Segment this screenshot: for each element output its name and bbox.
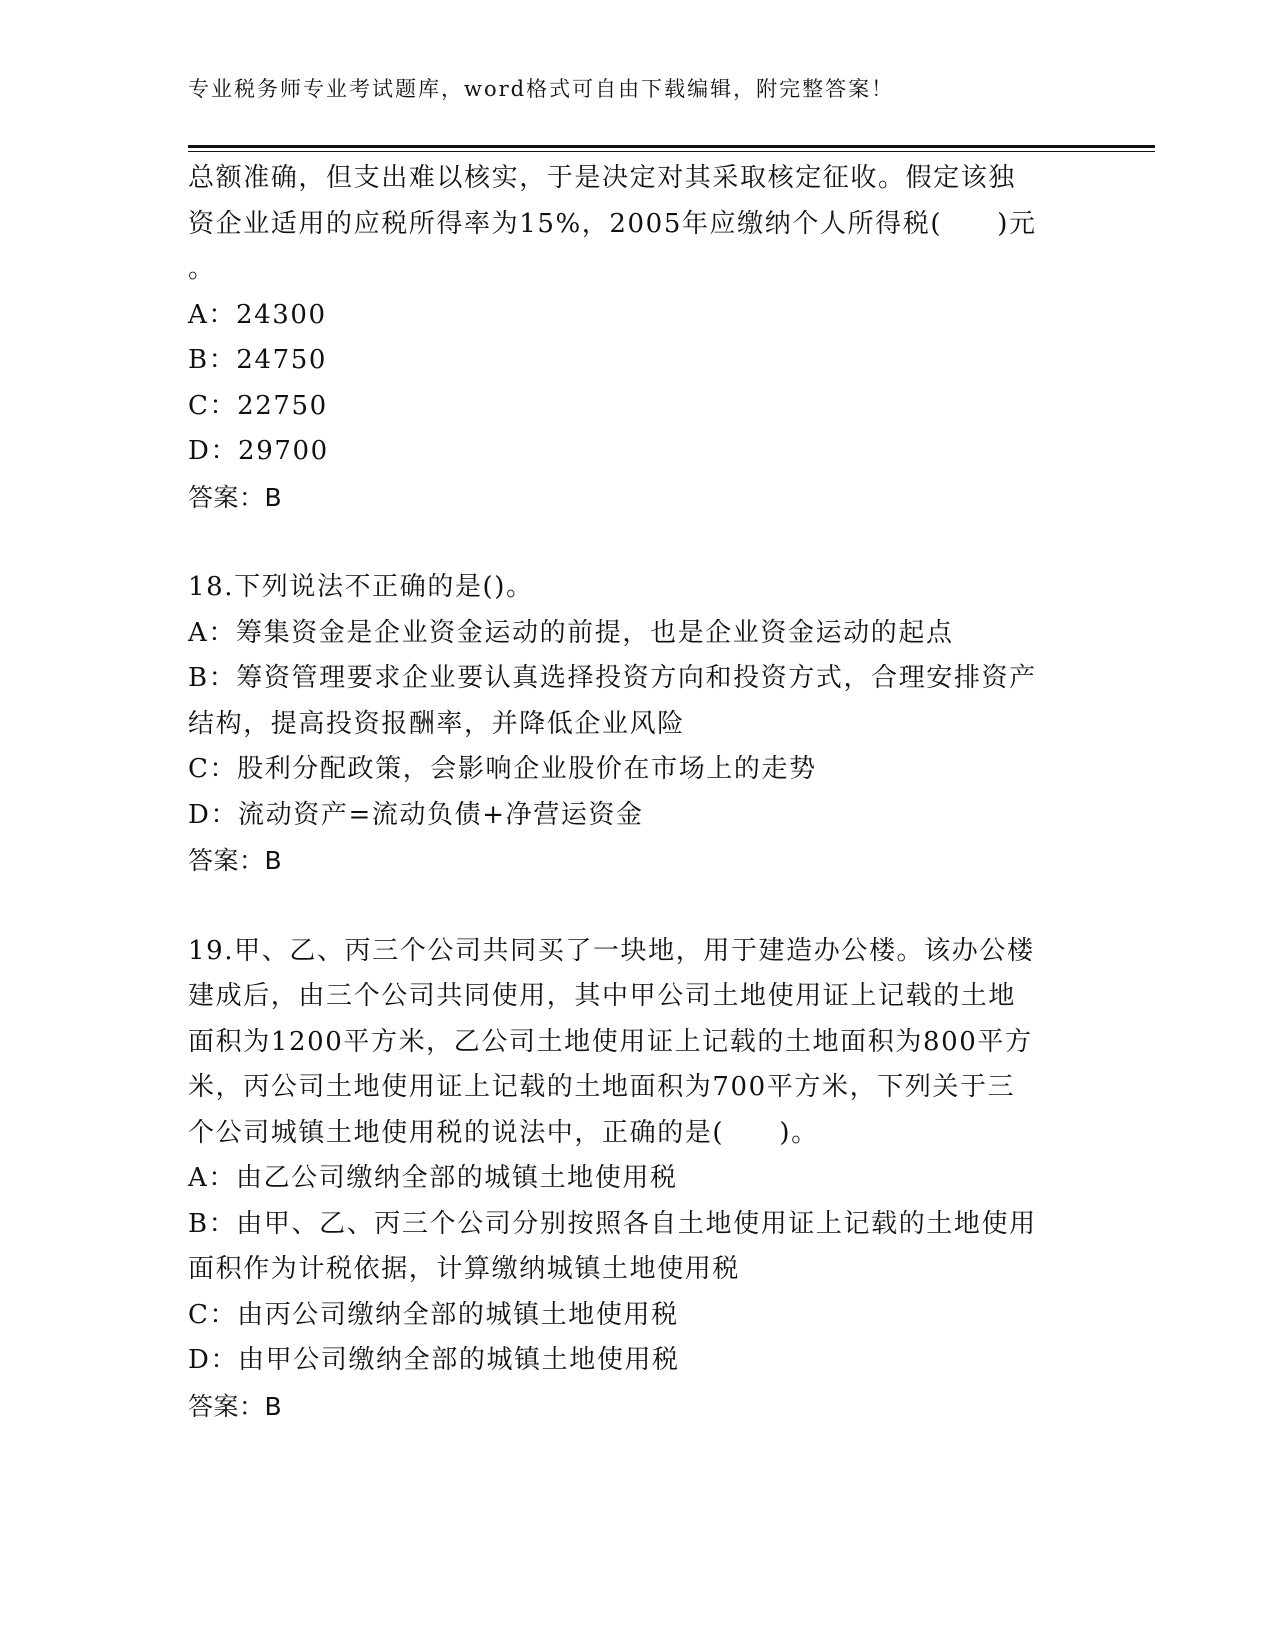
question-stem-line: 19.甲、乙、丙三个公司共同买了一块地，用于建造办公楼。该办公楼 bbox=[188, 935, 1035, 966]
answer-label: 答案：B bbox=[188, 1391, 283, 1421]
question-spacer bbox=[188, 884, 1088, 929]
option-d: D：由甲公司缴纳全部的城镇土地使用税 bbox=[188, 1345, 680, 1375]
option-d: D：流动资产=流动负债+净营运资金 bbox=[188, 799, 644, 830]
option-a: A：筹集资金是企业资金运动的前提，也是企业资金运动的起点 bbox=[188, 617, 954, 648]
option-b-continued: 结构，提高投资报酬率，并降低企业风险 bbox=[188, 708, 685, 739]
header-rule-thick bbox=[188, 145, 1155, 148]
question-18 bbox=[188, 565, 1088, 884]
option-a: A：24300 bbox=[188, 299, 327, 330]
answer-label: 答案：B bbox=[188, 846, 283, 875]
header-rule-thin bbox=[188, 151, 1155, 152]
page-header: 专业税务师专业考试题库，word格式可自由下载编辑，附完整答案！ bbox=[188, 77, 895, 101]
option-c: C：由丙公司缴纳全部的城镇土地使用税 bbox=[188, 1299, 679, 1330]
option-b: B：24750 bbox=[188, 345, 328, 375]
answer-label: 答案：B bbox=[188, 482, 283, 512]
option-d: D：29700 bbox=[188, 436, 329, 466]
question-stem-line: 18.下列说法不正确的是()。 bbox=[188, 572, 534, 602]
question-spacer bbox=[188, 520, 1088, 565]
question-stem-line: 个公司城镇土地使用税的说法中，正确的是( )。 bbox=[188, 1117, 819, 1148]
question-stem-line: 米，丙公司土地使用证上记载的土地面积为700平方米，下列关于三 bbox=[188, 1072, 1016, 1102]
question-stem-line: 资企业适用的应税所得率为15%，2005年应缴纳个人所得税( )元 bbox=[188, 208, 1037, 239]
document-body bbox=[188, 156, 1088, 1429]
question-17 bbox=[188, 156, 1088, 520]
question-19 bbox=[188, 929, 1088, 1430]
question-stem-line: 建成后，由三个公司共同使用，其中甲公司土地使用证上记载的土地 bbox=[188, 981, 1017, 1011]
question-stem-line: 面积为1200平方米，乙公司土地使用证上记载的土地面积为800平方 bbox=[188, 1026, 1033, 1057]
option-b: B：由甲、乙、丙三个公司分别按照各自土地使用证上记载的土地使用 bbox=[188, 1208, 1037, 1239]
option-b: B：筹资管理要求企业要认真选择投资方向和投资方式，合理安排资产 bbox=[188, 663, 1037, 693]
question-stem-line: 。 bbox=[188, 254, 216, 284]
option-b-continued: 面积作为计税依据，计算缴纳城镇土地使用税 bbox=[188, 1254, 741, 1284]
option-c: C：22750 bbox=[188, 390, 328, 421]
option-a: A：由乙公司缴纳全部的城镇土地使用税 bbox=[188, 1163, 678, 1193]
question-stem-line: 总额准确，但支出难以核实，于是决定对其采取核定征收。假定该独 bbox=[188, 163, 1017, 193]
option-c: C：股利分配政策，会影响企业股价在市场上的走势 bbox=[188, 754, 817, 784]
